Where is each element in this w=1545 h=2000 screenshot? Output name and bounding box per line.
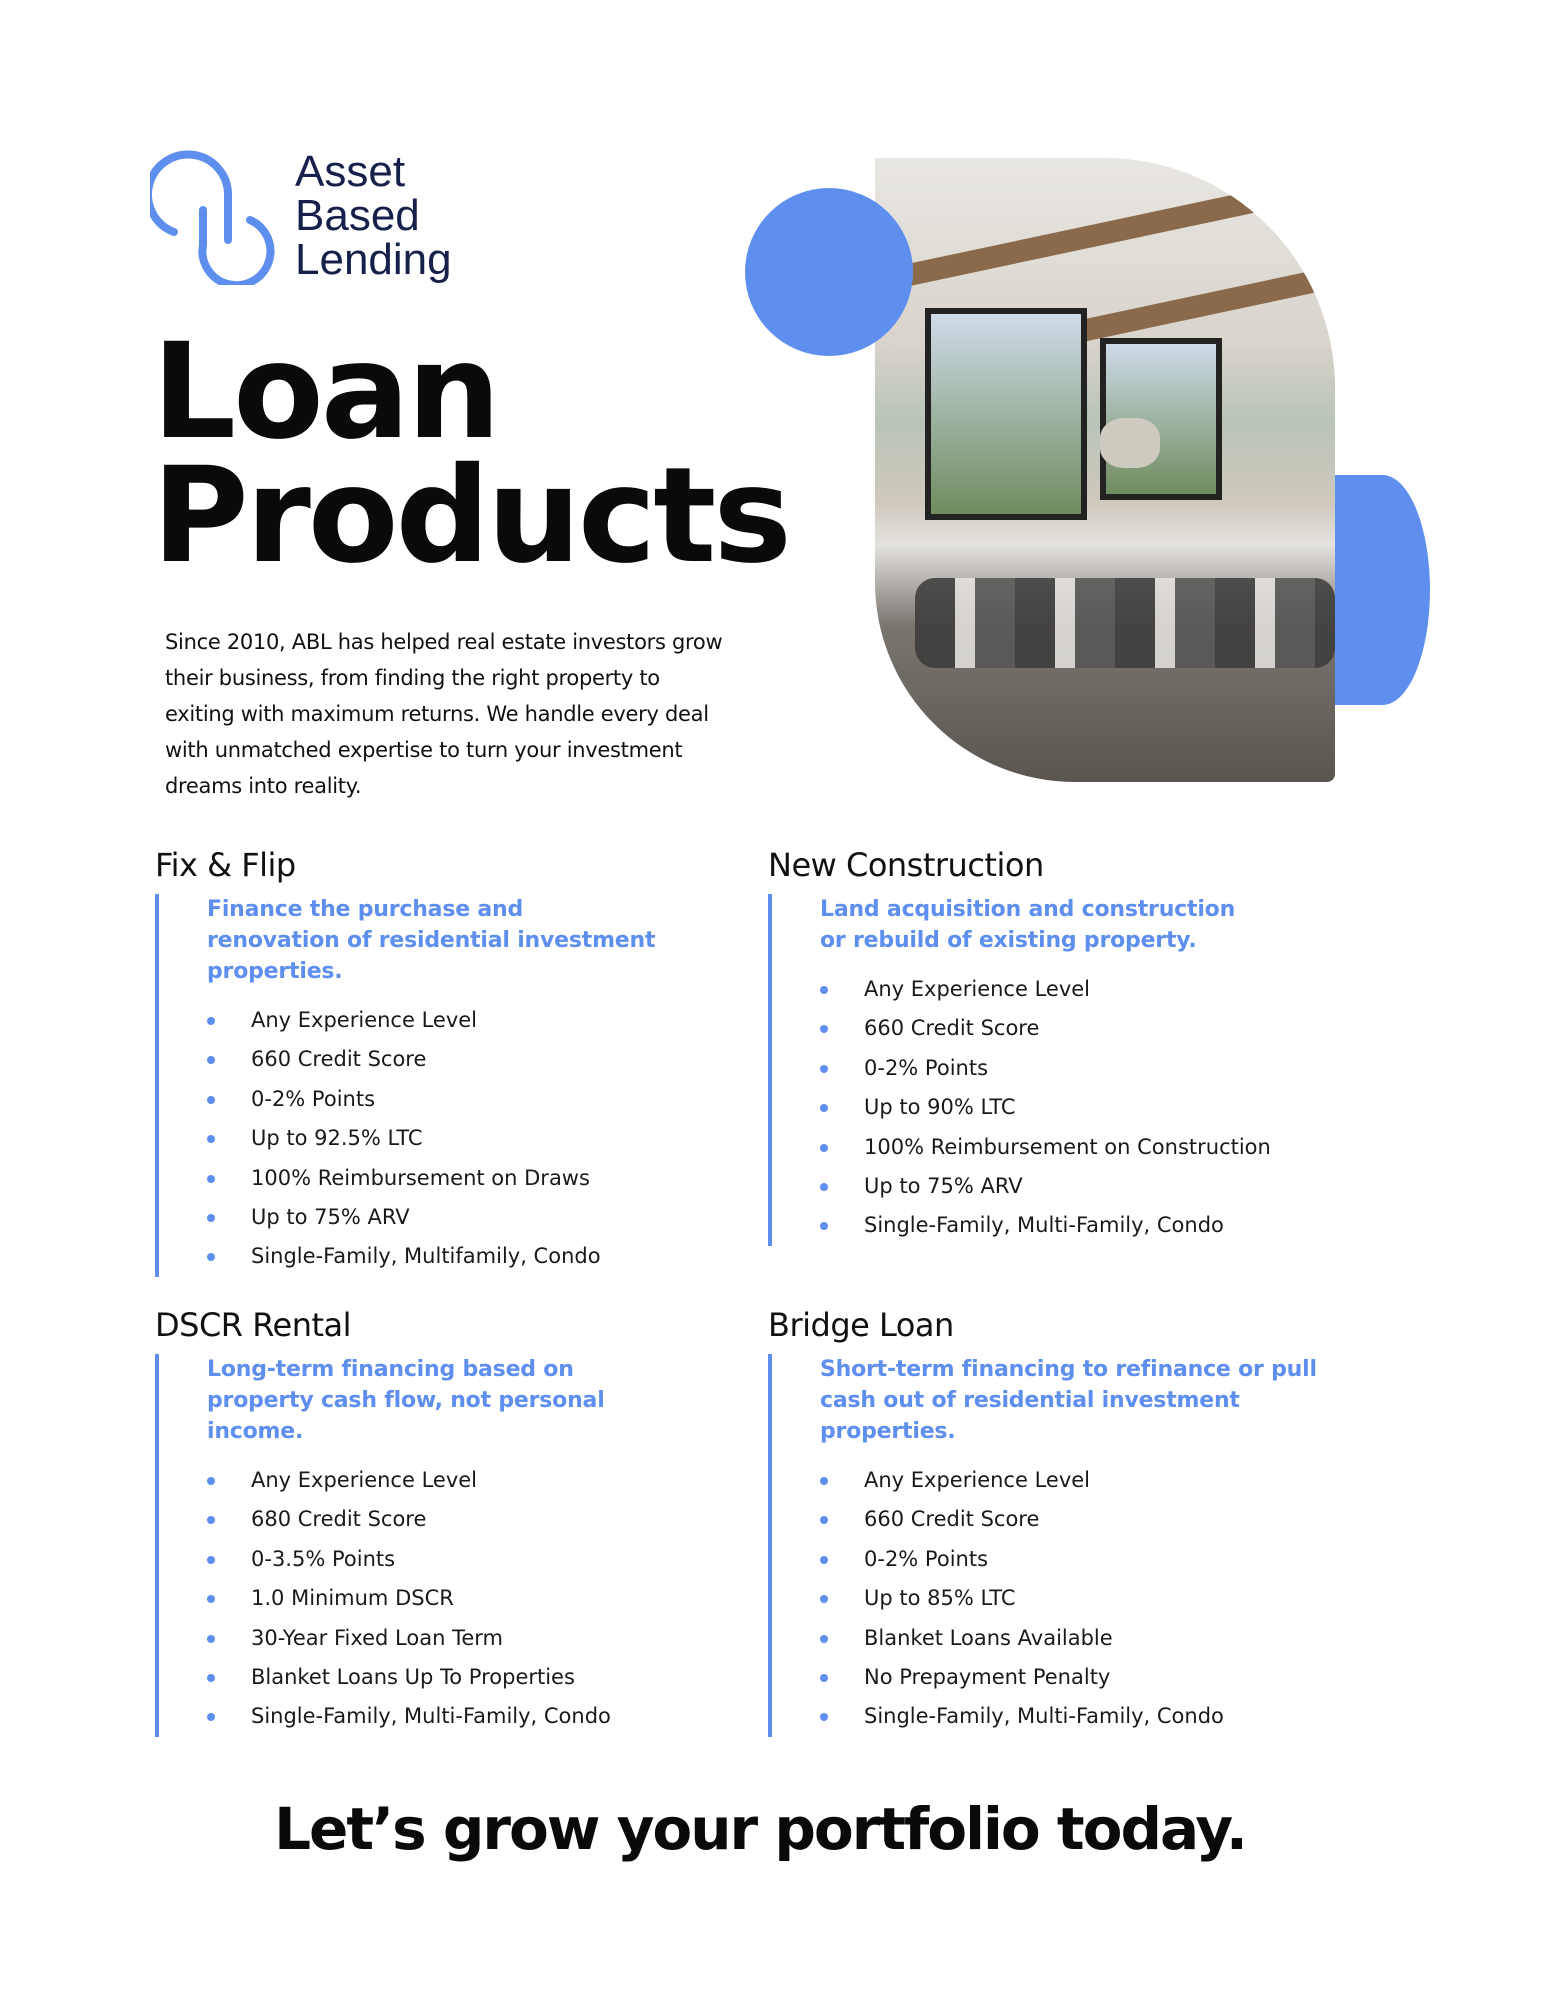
feature-text: Up to 75% ARV: [864, 1173, 1023, 1198]
feature-item: [820, 1049, 1368, 1088]
bullet-icon: [820, 1065, 828, 1073]
product-title: DSCR Rental: [155, 1306, 352, 1344]
product-fix-and-flip: [155, 840, 755, 1277]
feature-text: 30-Year Fixed Loan Term: [251, 1625, 503, 1650]
feature-text: 0-2% Points: [864, 1055, 989, 1080]
feature-text: 660 Credit Score: [864, 1507, 1040, 1532]
feature-item: [820, 1658, 1368, 1697]
bullet-icon: [820, 1222, 828, 1230]
feature-item: [820, 1206, 1368, 1245]
feature-item: [820, 970, 1368, 1009]
feature-item: [207, 1001, 755, 1040]
bullet-icon: [207, 1175, 215, 1183]
title-line: Loan: [152, 315, 498, 469]
feature-text: 660 Credit Score: [251, 1047, 427, 1072]
feature-item: [207, 1119, 755, 1158]
feature-item: [207, 1040, 755, 1079]
bullet-icon: [207, 1516, 215, 1524]
logo-line: Based: [295, 191, 420, 240]
feature-text: Blanket Loans Up To Properties: [251, 1664, 575, 1689]
feature-item: [820, 1619, 1368, 1658]
bullet-icon: [820, 1516, 828, 1524]
feature-item: [820, 1500, 1368, 1539]
product-body: [768, 1354, 1368, 1737]
feature-item: [820, 1088, 1368, 1127]
feature-item: [820, 1697, 1368, 1736]
product-subtitle: Finance the purchase and renovation of residential investment properties.: [207, 897, 656, 984]
feature-text: Any Experience Level: [251, 1468, 477, 1492]
bullet-icon: [207, 1135, 215, 1143]
feature-item: [207, 1461, 755, 1500]
feature-text: Single-Family, Multi-Family, Condo: [864, 1704, 1224, 1729]
bullet-icon: [207, 1477, 215, 1485]
feature-text: 100% Reimbursement on Construction: [864, 1134, 1271, 1159]
bullet-icon: [207, 1253, 215, 1261]
bullet-icon: [207, 1635, 215, 1643]
feature-text: Single-Family, Multi-Family, Condo: [864, 1213, 1224, 1238]
bullet-icon: [820, 1477, 828, 1485]
feature-text: 100% Reimbursement on Draws: [251, 1165, 590, 1190]
bullet-icon: [820, 1183, 828, 1191]
product-body: [768, 894, 1368, 1246]
logo-text: [295, 147, 452, 284]
bullet-icon: [207, 1674, 215, 1682]
feature-text: Single-Family, Multifamily, Condo: [251, 1244, 601, 1269]
product-body: [155, 1354, 755, 1737]
logo-icon: [150, 150, 275, 285]
product-title: New Construction: [768, 846, 1044, 884]
page-title: [152, 315, 789, 593]
logo-line: Lending: [295, 235, 452, 284]
feature-text: 1.0 Minimum DSCR: [251, 1586, 454, 1611]
feature-text: Any Experience Level: [864, 977, 1090, 1001]
product-body: [155, 894, 755, 1277]
feature-item: [207, 1080, 755, 1119]
feature-item: [820, 1579, 1368, 1618]
feature-item: [207, 1237, 755, 1276]
feature-list: [207, 1001, 755, 1277]
feature-text: Single-Family, Multi-Family, Condo: [251, 1704, 611, 1729]
bullet-icon: [820, 1713, 828, 1721]
product-subtitle: Short-term financing to refinance or pull cash out of residential investment properties.: [820, 1357, 1317, 1444]
product-subtitle: Long-term financing based on property cash flow, not personal income.: [207, 1357, 605, 1444]
bullet-icon: [207, 1096, 215, 1104]
product-bridge-loan: [768, 1300, 1368, 1737]
bullet-icon: [207, 1017, 215, 1025]
feature-item: [207, 1540, 755, 1579]
feature-text: 660 Credit Score: [864, 1016, 1040, 1041]
feature-text: Any Experience Level: [864, 1468, 1090, 1492]
product-subtitle: Land acquisition and construction or rebuild of existing property.: [820, 897, 1236, 953]
bullet-icon: [207, 1556, 215, 1564]
bullet-icon: [820, 1104, 828, 1112]
feature-item: [207, 1697, 755, 1736]
feature-text: No Prepayment Penalty: [864, 1664, 1111, 1689]
feature-text: 0-2% Points: [864, 1546, 989, 1571]
product-title: Bridge Loan: [768, 1306, 954, 1344]
bullet-icon: [820, 1635, 828, 1643]
bullet-icon: [207, 1595, 215, 1603]
logo-line: Asset: [295, 147, 406, 196]
decorative-circle-right: [1335, 475, 1430, 705]
footer-tagline: Let’s grow your portfolio today.: [274, 1795, 1246, 1863]
feature-item: [207, 1658, 755, 1697]
kitchen-photo: [875, 158, 1335, 782]
feature-list: [820, 1461, 1368, 1737]
bullet-icon: [207, 1214, 215, 1222]
bullet-icon: [820, 1144, 828, 1152]
bullet-icon: [820, 1025, 828, 1033]
feature-item: [820, 1167, 1368, 1206]
bullet-icon: [820, 1674, 828, 1682]
bullet-icon: [820, 1595, 828, 1603]
bullet-icon: [207, 1713, 215, 1721]
bullet-icon: [820, 986, 828, 994]
feature-item: [207, 1500, 755, 1539]
feature-text: Up to 90% LTC: [864, 1095, 1016, 1120]
feature-item: [820, 1128, 1368, 1167]
feature-list: [207, 1461, 755, 1737]
feature-list: [820, 970, 1368, 1246]
bullet-icon: [820, 1556, 828, 1564]
product-new-construction: [768, 840, 1368, 1246]
feature-item: [207, 1159, 755, 1198]
feature-item: [820, 1461, 1368, 1500]
feature-text: 680 Credit Score: [251, 1507, 427, 1532]
feature-item: [207, 1619, 755, 1658]
feature-text: Up to 75% ARV: [251, 1204, 410, 1229]
title-line: Products: [152, 439, 789, 593]
feature-text: Any Experience Level: [251, 1008, 477, 1032]
product-title: Fix & Flip: [155, 846, 296, 884]
feature-text: Blanket Loans Available: [864, 1625, 1113, 1650]
feature-text: Up to 85% LTC: [864, 1586, 1016, 1611]
feature-item: [207, 1579, 755, 1618]
intro-paragraph: Since 2010, ABL has helped real estate investors grow their business, from finding the right property to exiting with maximum returns. We handle every deal with unmatched expertise to turn your investment dreams into reality.: [165, 630, 723, 798]
feature-text: 0-3.5% Points: [251, 1546, 396, 1571]
feature-item: [820, 1540, 1368, 1579]
feature-text: Up to 92.5% LTC: [251, 1126, 423, 1151]
feature-text: 0-2% Points: [251, 1086, 376, 1111]
decorative-circle-left: [745, 188, 913, 356]
feature-item: [207, 1198, 755, 1237]
bullet-icon: [207, 1056, 215, 1064]
product-dscr-rental: [155, 1300, 755, 1737]
feature-item: [820, 1009, 1368, 1048]
